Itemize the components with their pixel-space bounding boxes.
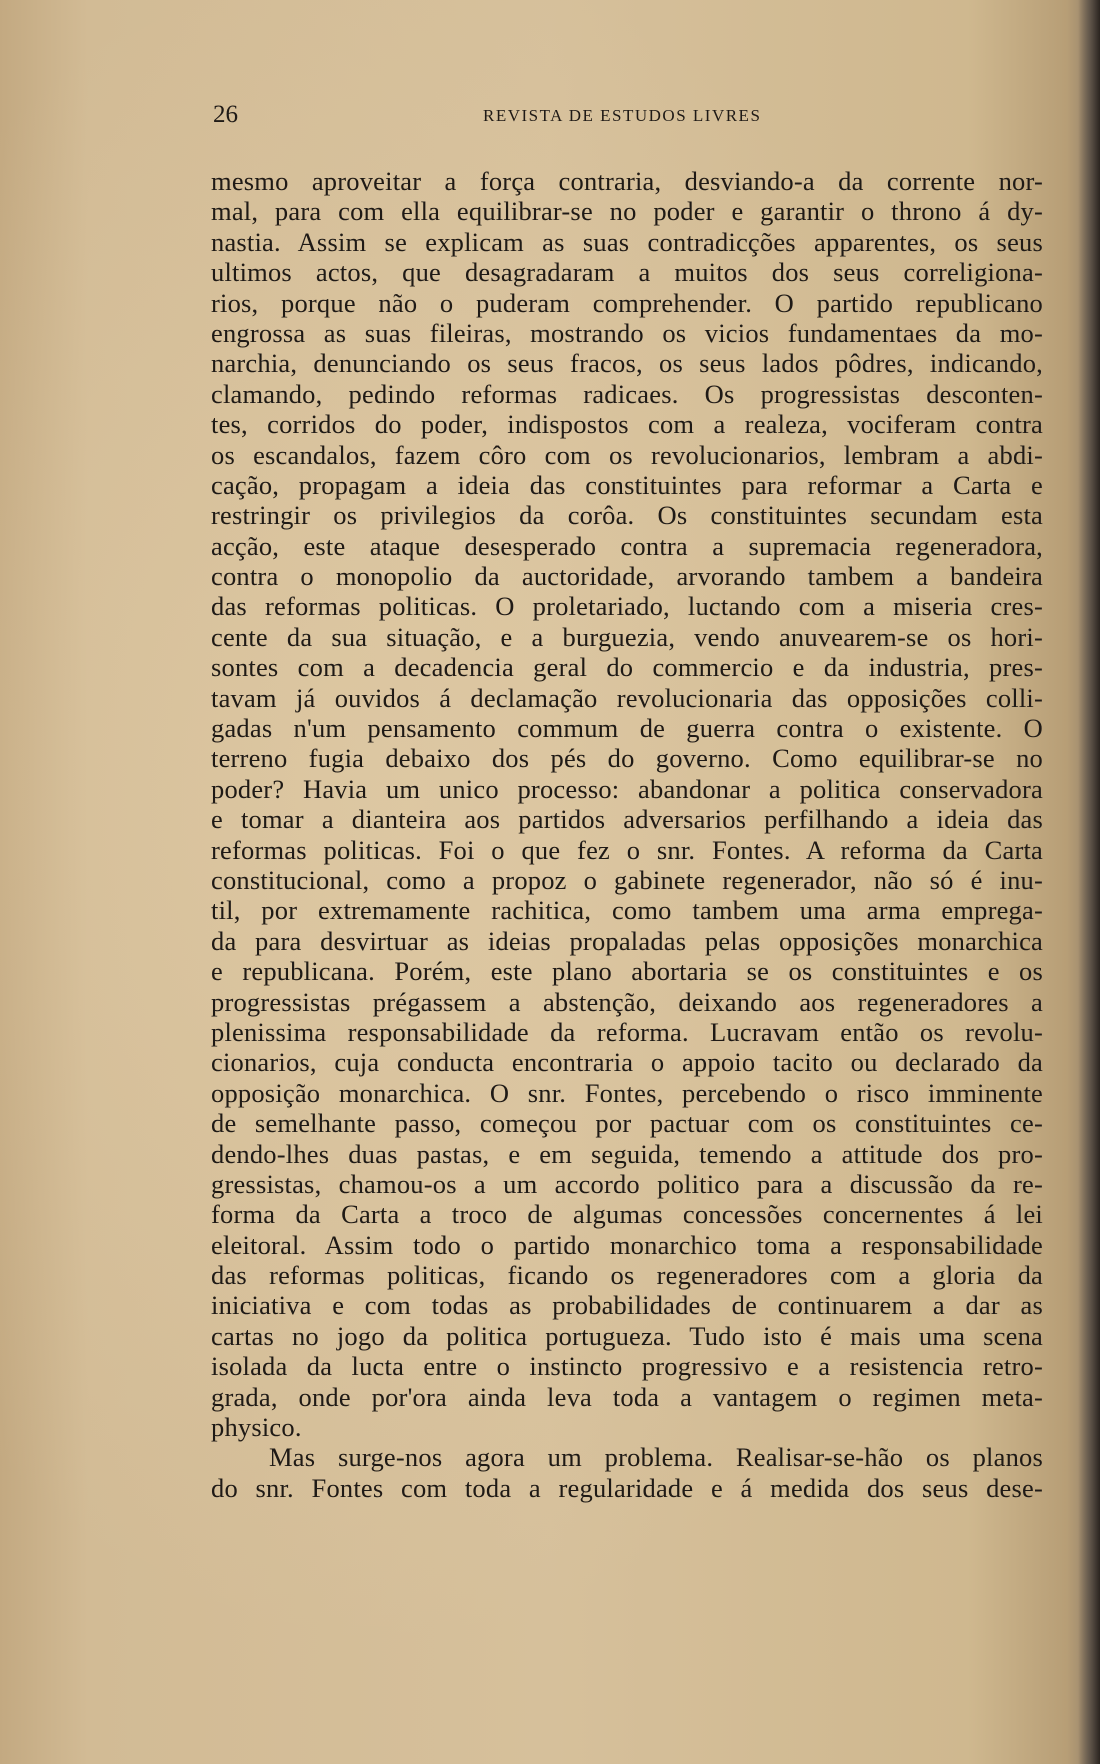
text-line: reformas politicas. Foi o que fez o snr. Fontes. A reforma da Carta [211,834,1043,865]
text-line: eleitoral. Assim todo o partido monarchico toma a responsabilidade [211,1229,1043,1260]
text-line: iniciativa e com todas as probabilidades de continuarem a dar as [211,1290,1043,1321]
text-line: grada, onde por'ora ainda leva toda a vantagem o regimen meta- [211,1381,1043,1412]
text-line: clamando, pedindo reformas radicaes. Os progressistas desconten- [211,378,1043,409]
page-header [213,100,1033,130]
page-edge-shadow [1078,0,1100,1764]
text-line: poder? Havia um unico processo: abandonar a politica conservadora [211,773,1043,804]
text-line: forma da Carta a troco de algumas concessões concernentes á lei [211,1199,1043,1230]
text-line: rios, porque não o puderam comprehender. O partido republicano [211,287,1043,318]
text-line: das reformas politicas, ficando os regeneradores com a gloria da [211,1260,1043,1291]
text-line: constitucional, como a propoz o gabinete regenerador, não só é inu- [211,864,1043,895]
text-line: da para desvirtuar as ideias propaladas pelas opposições monarchica [211,925,1043,956]
text-line: cação, propagam a ideia das constituintes para reformar a Carta e [211,469,1043,500]
text-line: til, por extremamente rachitica, como tambem uma arma emprega- [211,895,1043,926]
text-line: progressistas prégassem a abstenção, deixando aos regeneradores a [211,986,1043,1017]
text-line: opposição monarchica. O snr. Fontes, percebendo o risco imminente [211,1077,1043,1108]
text-line: tes, corridos do poder, indispostos com a realeza, vociferam contra [211,409,1043,440]
text-line: cartas no jogo da politica portugueza. Tudo isto é mais uma scena [211,1320,1043,1351]
text-line: dendo-lhes duas pastas, e em seguida, temendo a attitude dos pro- [211,1138,1043,1169]
text-line: acção, este ataque desesperado contra a supremacia regeneradora, [211,530,1043,561]
paragraph-end-line: physico. [211,1412,302,1443]
text-line: ultimos actos, que desagradaram a muitos dos seus correligiona- [211,257,1043,288]
text-line: cente da sua situação, e a burguezia, vendo anuvearem-se os hori- [211,621,1043,652]
text-line: das reformas politicas. O proletariado, luctando com a miseria cres- [211,591,1043,622]
running-title: REVISTA DE ESTUDOS LIVRES [483,106,762,125]
text-line: tavam já ouvidos á declamação revolucionaria das opposições colli- [211,682,1043,713]
text-line: do snr. Fontes com toda a regularidade e á medida dos seus dese- [211,1472,1043,1503]
text-line: os escandalos, fazem côro com os revolucionarios, lembram a abdi- [211,439,1043,470]
text-line: isolada da lucta entre o instincto progressivo e a resistencia retro- [211,1351,1043,1382]
text-line: gressistas, chamou-os a um accordo politico para a discussão da re- [211,1168,1043,1199]
text-line: cionarios, cuja conducta encontraria o appoio tacito ou declarado da [211,1047,1043,1078]
text-line: e tomar a dianteira aos partidos adversarios perfilhando a ideia das [211,804,1043,835]
text-line: mal, para com ella equilibrar-se no poder e garantir o throno á dy- [211,196,1043,227]
text-line: contra o monopolio da auctoridade, arvorando tambem a bandeira [211,561,1043,592]
text-line: de semelhante passo, começou por pactuar com os constituintes ce- [211,1108,1043,1139]
text-line: mesmo aproveitar a força contraria, desviando-a da corrente nor- [211,166,1043,196]
text-line: terreno fugia debaixo dos pés do governo. Como equilibrar-se no [211,743,1043,774]
text-line: plenissima responsabilidade da reforma. Lucravam então os revolu- [211,1016,1043,1047]
text-line: narchia, denunciando os seus fracos, os seus lados pôdres, indicando, [211,348,1043,379]
body-text [211,166,1043,1503]
paragraph-first-line: Mas surge-nos agora um problema. Realisar-se-hão os planos [269,1442,1043,1473]
page-number: 26 [213,101,238,128]
text-line: nastia. Assim se explicam as suas contradicções apparentes, os seus [211,226,1043,257]
text-line: restringir os privilegios da corôa. Os constituintes secundam esta [211,500,1043,531]
text-line: gadas n'um pensamento commum de guerra contra o existente. O [211,713,1043,744]
text-line: engrossa as suas fileiras, mostrando os vicios fundamentaes da mo- [211,317,1043,348]
text-line: sontes com a decadencia geral do commercio e da industria, pres- [211,652,1043,683]
text-line: e republicana. Porém, este plano abortaria se os constituintes e os [211,956,1043,987]
